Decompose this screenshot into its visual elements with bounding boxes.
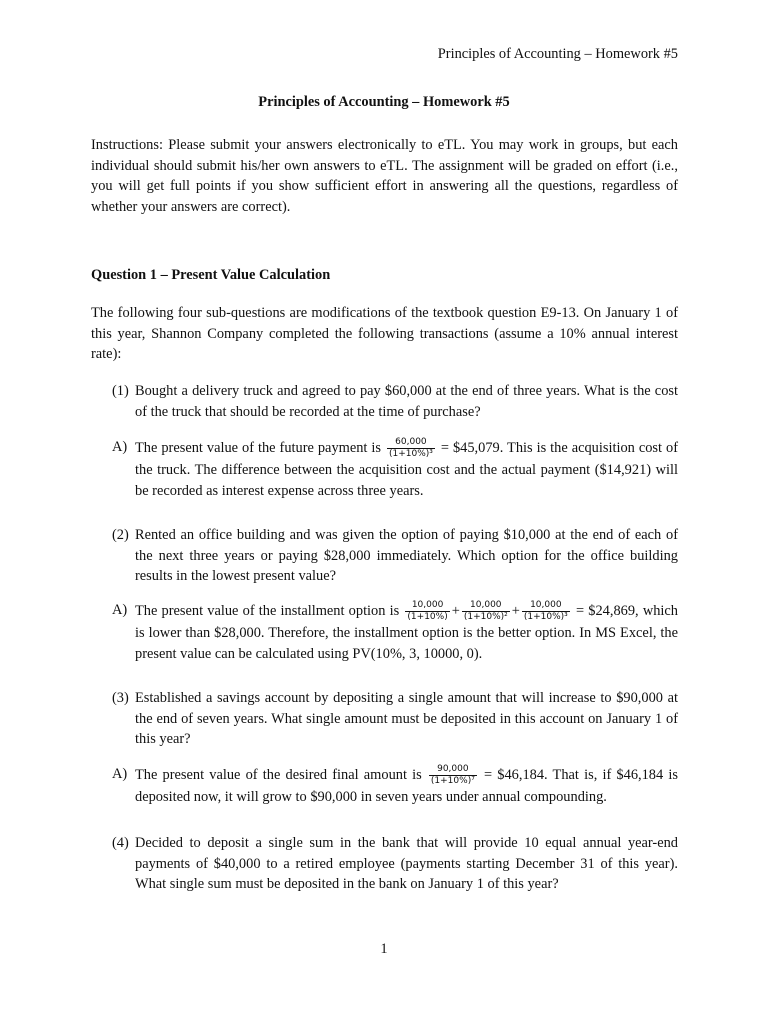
- sub-question-number: (1): [112, 383, 129, 399]
- fraction-denominator: (1+10%)³: [388, 449, 433, 459]
- fraction: [522, 600, 570, 623]
- fraction: [387, 437, 435, 460]
- fraction: [429, 764, 477, 787]
- sub-question-text: Bought a delivery truck and agreed to pay $60,000 at the end of three years. What is the cost of the truck that should be recorded at the time of purchase?: [135, 383, 678, 420]
- answer-1: [112, 437, 678, 501]
- answer-label: A): [112, 602, 128, 618]
- answer-text: = $46,184. That is, if $46,184 is: [483, 766, 678, 783]
- sub-question-text: Rented an office building and was given the option of paying $10,000 at the end of each of the next three years or paying $28,000 immediately. Which option for the office building results in the lowest present value?: [135, 527, 678, 584]
- answer-text: which is lower than $28,000. Therefore, the installment option is the better option. In MS Excel, the present value can be calculated using PV(10%, 3, 10000, 0).: [135, 602, 678, 662]
- sub-question-1: [112, 381, 678, 422]
- answer-text: The present value of the installment option is: [135, 602, 400, 619]
- answer-label: A): [112, 439, 128, 455]
- fraction-numerator: 10,000: [522, 600, 570, 612]
- question1-heading: Question 1 – Present Value Calculation: [91, 267, 331, 283]
- sub-question-4: [112, 833, 678, 895]
- answer-text: of the truck. The difference between the acquisition cost and the actual payment ($14,921) will be recorded as interest expense across three years.: [135, 439, 678, 499]
- fraction-denominator: (1+10%): [407, 612, 448, 622]
- fraction-numerator: 10,000: [405, 600, 449, 612]
- fraction-denominator: (1+10%)³: [523, 612, 568, 622]
- sub-question-text: Decided to deposit a single sum in the bank that will provide 10 equal annual year-end payments of $40,000 to a retired employee (payments starting December 31 of this year). What single sum must be deposited in the bank on January 1 of this year?: [135, 835, 678, 892]
- sub-question-3: [112, 688, 678, 750]
- fraction: [462, 600, 510, 623]
- answer-text: The present value of the future payment is: [135, 439, 381, 456]
- fraction: [405, 600, 449, 623]
- sub-question-text: Established a savings account by depositing a single amount that will increase to $90,000 at the end of seven years. What single amount must be deposited in this account on January 1 of this year?: [135, 690, 678, 747]
- fraction-denominator: (1+10%)⁷: [430, 776, 475, 786]
- answer-text: The present value of the desired final amount is: [135, 766, 422, 783]
- running-header: Principles of Accounting – Homework #5: [437, 46, 678, 62]
- answer-text: = $45,079. This is the acquisition cost: [440, 439, 663, 456]
- fraction-numerator: 90,000: [429, 764, 477, 776]
- question1-intro: The following four sub-questions are modifications of the textbook question E9-13. On January 1 of this year, Shannon Company completed the following transactions (assume a 10% annual interest rate):: [91, 305, 678, 362]
- sub-question-number: (2): [112, 527, 129, 543]
- instructions-paragraph: Instructions: Please submit your answers electronically to eTL. You may work in groups, but each individual should submit his/her own answers to eTL. The assignment will be graded on effort (i.e., you will get full points if you show sufficient effort in answering all the questions, regardless of whether your answers are correct).: [91, 137, 678, 215]
- page-number: 1: [380, 941, 388, 957]
- fraction-denominator: (1+10%)²: [463, 612, 508, 622]
- sub-question-number: (4): [112, 835, 129, 851]
- sub-question-2: [112, 525, 678, 587]
- answer-text: = $24,869,: [575, 602, 639, 619]
- answer-3: [112, 764, 678, 808]
- fraction-numerator: 10,000: [462, 600, 510, 612]
- answer-text: deposited now, it will grow to $90,000 in seven years under annual compounding.: [135, 789, 607, 805]
- answer-label: A): [112, 766, 128, 782]
- fraction-numerator: 60,000: [387, 437, 435, 449]
- page-title: Principles of Accounting – Homework #5: [258, 94, 510, 110]
- answer-2: A) The present value of the installment option is $\frac{10,000}{(1+10\%)}$ + $\frac{10,000}{\text{(1+10\%)²}}$ + $\frac{10,000}{\text{(1+10\%)³}}$ = $24,869, which is lower than $28,000. Therefore, the installment option is the better option. In MS Excel, the present value can be calculated using PV(10%, 3, 10000, 0).: [112, 600, 678, 662]
- sub-question-number: (3): [112, 690, 129, 706]
